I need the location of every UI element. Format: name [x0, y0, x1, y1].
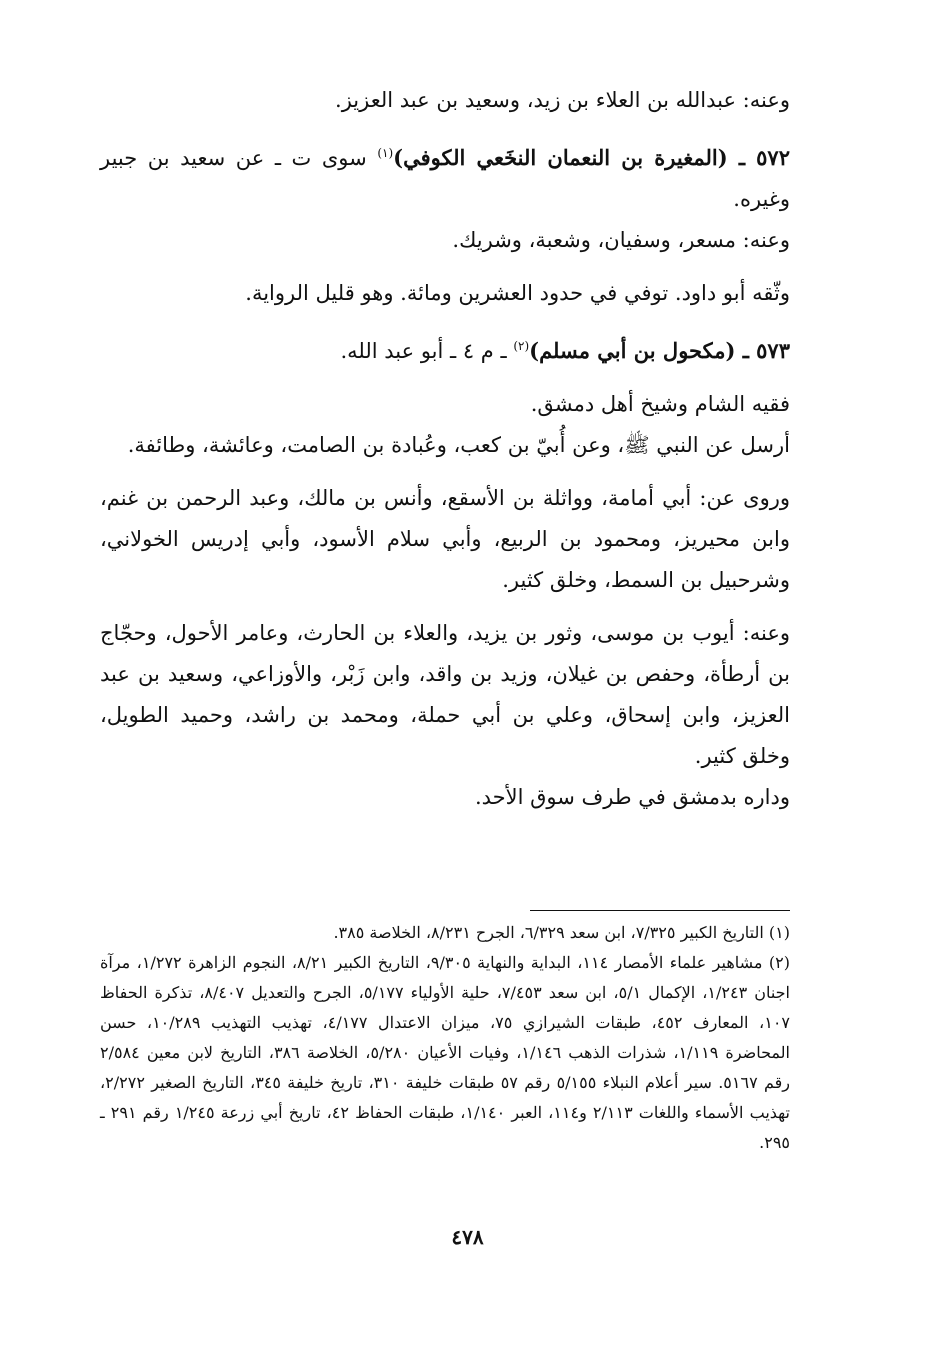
entry-572	[100, 133, 790, 220]
footnote-ref-2: (٢)	[513, 339, 530, 353]
footnote-divider	[530, 910, 790, 911]
paragraph-rawa-an: وروى عن: أبي أمامة، وواثلة بن الأسقع، وأنس بن مالك، وعبد الرحمن بن غنم، وابن محيريز، ومحمود بن الربيع، وأبي سلام الأسود، وأبي إدريس الخولاني، وشرحبيل بن السمط، وخلق كثير.	[100, 486, 790, 592]
entry-572-text: سوى ت ـ عن سعيد بن جبير وغيره.	[100, 146, 790, 211]
main-text	[100, 80, 790, 818]
footnotes	[100, 918, 790, 1158]
footnote-2: (٢) مشاهير علماء الأمصار ١١٤، البداية والنهاية ٩/٣٠٥، التاريخ الكبير ٨/٢١، النجوم الزاهرة ١/٢٧٢، مرآة اجنان ١/٢٤٣، الإكمال ٥/١، ابن سعد ٧/٤٥٣، حلية الأولياء ٥/١٧٧، الجرح والتعديل ٨/٤٠٧، تذكرة الحفاظ ١٠٧، المعارف ٤٥٢، طبقات الشيرازي ٧٥، ميزان الاعتدال ٤/١٧٧، تهذيب التهذيب ١٠/٢٨٩، حسن المحاضرة ١/١١٩، شذرات الذهب ١/١٤٦، وفيات الأعيان ٥/٢٨٠، الخلاصة ٣٨٦، التاريخ لابن معين ٢/٥٨٤ رقم ٥١٦٧. سير أعلام النبلاء ٥/١٥٥ رقم ٥٧ طبقات خليفة ٣١٠، تاريخ خليفة ٣٤٥، التاريخ الصغير ٢/٢٧٢، تهذيب الأسماء واللغات ٢/١١٣ و١١٤، العبر ١/١٤٠، طبقات الحفاظ ٤٢، تاريخ أبي زرعة ١/٢٤٥ رقم ٢٩١ ـ ٢٩٥.	[100, 953, 791, 1152]
paragraph-dar: وداره بدمشق في طرف سوق الأحد.	[474, 785, 790, 809]
page-number: ٤٧٨	[451, 1225, 484, 1249]
entry-573-text: ـ م ٤ ـ أبو عبد الله.	[340, 339, 514, 363]
paragraph-anhu: وعنه: أيوب بن موسى، وثور بن يزيد، والعلاء بن الحارث، وعامر الأحول، وحجّاج بن أرطأة، وحفص بن غيلان، وزيد بن واقد، وابن زَبْر، والأوزاعي، وسعيد بن عبد العزيز، وابن إسحاق، وعلي بن أبي حملة، ومحمد بن راشد، وحميد الطويل، وخلق كثير.	[100, 621, 790, 768]
entry-572-heading: ٥٧٢ ـ (المغيرة بن النعمان النخَعي الكوفي)	[393, 145, 790, 170]
paragraph-narrators-misar: وعنه: مسعر، وسفيان، وشعبة، وشريك.	[452, 228, 790, 252]
paragraph-abu-dawud: وثّقه أبو داود. توفي في حدود العشرين ومائة. وهو قليل الرواية.	[245, 281, 790, 305]
paragraph-arsala: أرسل عن النبي ﷺ، وعن أُبيّ بن كعب، وعُبادة بن الصامت، وعائشة، وطائفة.	[127, 433, 790, 457]
paragraph-narrators-abdullah: وعنه: عبدالله بن العلاء بن زيد، وسعيد بن عبد العزيز.	[335, 88, 790, 112]
paragraph-faqih: فقيه الشام وشيخ أهل دمشق.	[530, 392, 790, 416]
entry-573	[100, 326, 790, 372]
footnote-ref-1: (١)	[377, 146, 394, 160]
footnote-1: (١) التاريخ الكبير ٧/٣٢٥، ابن سعد ٦/٣٢٩، الجرح ٨/٢٣١، الخلاصة ٣٨٥.	[333, 923, 790, 942]
entry-573-heading: ٥٧٣ ـ (مكحول بن أبي مسلم)	[529, 338, 790, 363]
